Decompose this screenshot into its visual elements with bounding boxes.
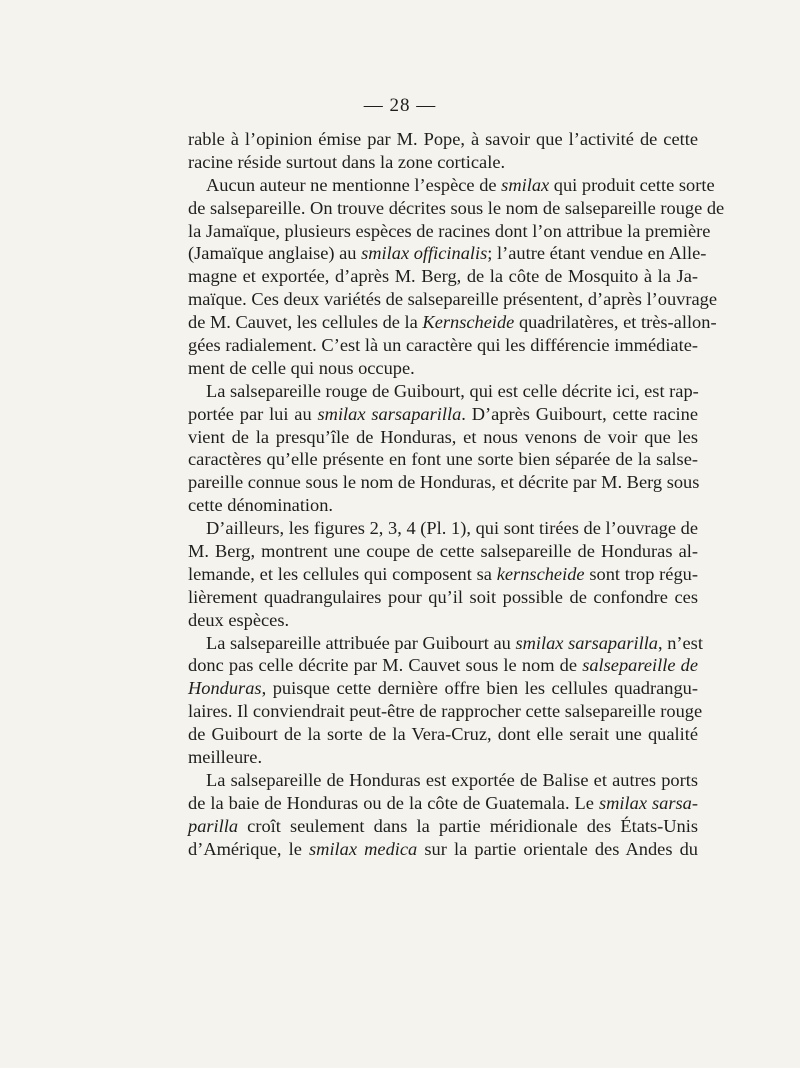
text-line: maïque. Ces deux variétés de salsepareille présentent, d’après l’ouvrage <box>188 289 718 310</box>
text-line: portée par lui au smilax sarsaparilla. D’après Guibourt, cette racine <box>188 403 698 424</box>
text-line: vient de la presqu’île de Honduras, et nous venons de voir que les <box>188 426 698 447</box>
text-line: La salsepareille de Honduras est exportée de Balise et autres ports <box>206 769 698 790</box>
text-line: parilla croît seulement dans la partie méridionale des États-Unis <box>188 815 698 836</box>
text-line: d’Amérique, le smilax medica sur la partie orientale des Andes du <box>188 838 699 859</box>
text-line: caractères qu’elle présente en font une sorte bien séparée de la salse- <box>188 449 698 470</box>
body-text <box>188 128 725 861</box>
text-line: meilleure. <box>188 747 263 768</box>
text-line: de M. Cauvet, les cellules de la Kernscheide quadrilatères, et très-allon- <box>188 312 717 333</box>
text-line: D’ailleurs, les figures 2, 3, 4 (Pl. 1), qui sont tirées de l’ouvrage de <box>206 518 698 539</box>
text-line: la Jamaïque, plusieurs espèces de racines dont l’on attribue la première <box>188 220 711 241</box>
text-line: de salsepareille. On trouve décrites sous le nom de salsepareille rouge de <box>188 197 725 218</box>
text-line: gées radialement. C’est là un caractère qui les différencie immédiate- <box>188 335 698 356</box>
text-line: deux espèces. <box>188 609 290 630</box>
text-line: de Guibourt de la sorte de la Vera-Cruz, dont elle serait une qualité <box>188 724 698 745</box>
text-line: cette dénomination. <box>188 495 334 516</box>
text-line: lièrement quadrangulaires pour qu’il soit possible de confondre ces <box>188 586 698 607</box>
text-line: racine réside surtout dans la zone corticale. <box>188 151 506 172</box>
text-line: (Jamaïque anglaise) au smilax officinalis; l’autre étant vendue en Alle- <box>188 243 707 264</box>
page-number: — 28 — <box>363 95 437 116</box>
text-line: M. Berg, montrent une coupe de cette salsepareille de Honduras al- <box>188 541 698 562</box>
text-line: pareille connue sous le nom de Honduras, et décrite par M. Berg sous <box>188 472 700 493</box>
text-line: lemande, et les cellules qui composent sa kernscheide sont trop régu- <box>188 563 698 584</box>
text-line: laires. Il conviendrait peut-être de rapprocher cette salsepareille rouge <box>188 701 703 722</box>
text-line: ment de celle qui nous occupe. <box>188 357 415 378</box>
text-line: La salsepareille rouge de Guibourt, qui est celle décrite ici, est rap- <box>206 380 699 401</box>
text-line: rable à l’opinion émise par M. Pope, à savoir que l’activité de cette <box>188 129 698 149</box>
text-line: donc pas celle décrite par M. Cauvet sous le nom de salsepareille de <box>188 655 698 676</box>
text-line: Aucun auteur ne mentionne l’espèce de smilax qui produit cette sorte <box>206 174 715 195</box>
text-line: de la baie de Honduras ou de la côte de Guatemala. Le smilax sarsa- <box>188 792 699 813</box>
text-line: magne et exportée, d’après M. Berg, de la côte de Mosquito à la Ja- <box>188 266 698 287</box>
text-line: Honduras, puisque cette dernière offre bien les cellules quadrangu- <box>188 678 698 699</box>
text-line: La salsepareille attribuée par Guibourt au smilax sarsaparilla, n’est <box>206 632 703 653</box>
